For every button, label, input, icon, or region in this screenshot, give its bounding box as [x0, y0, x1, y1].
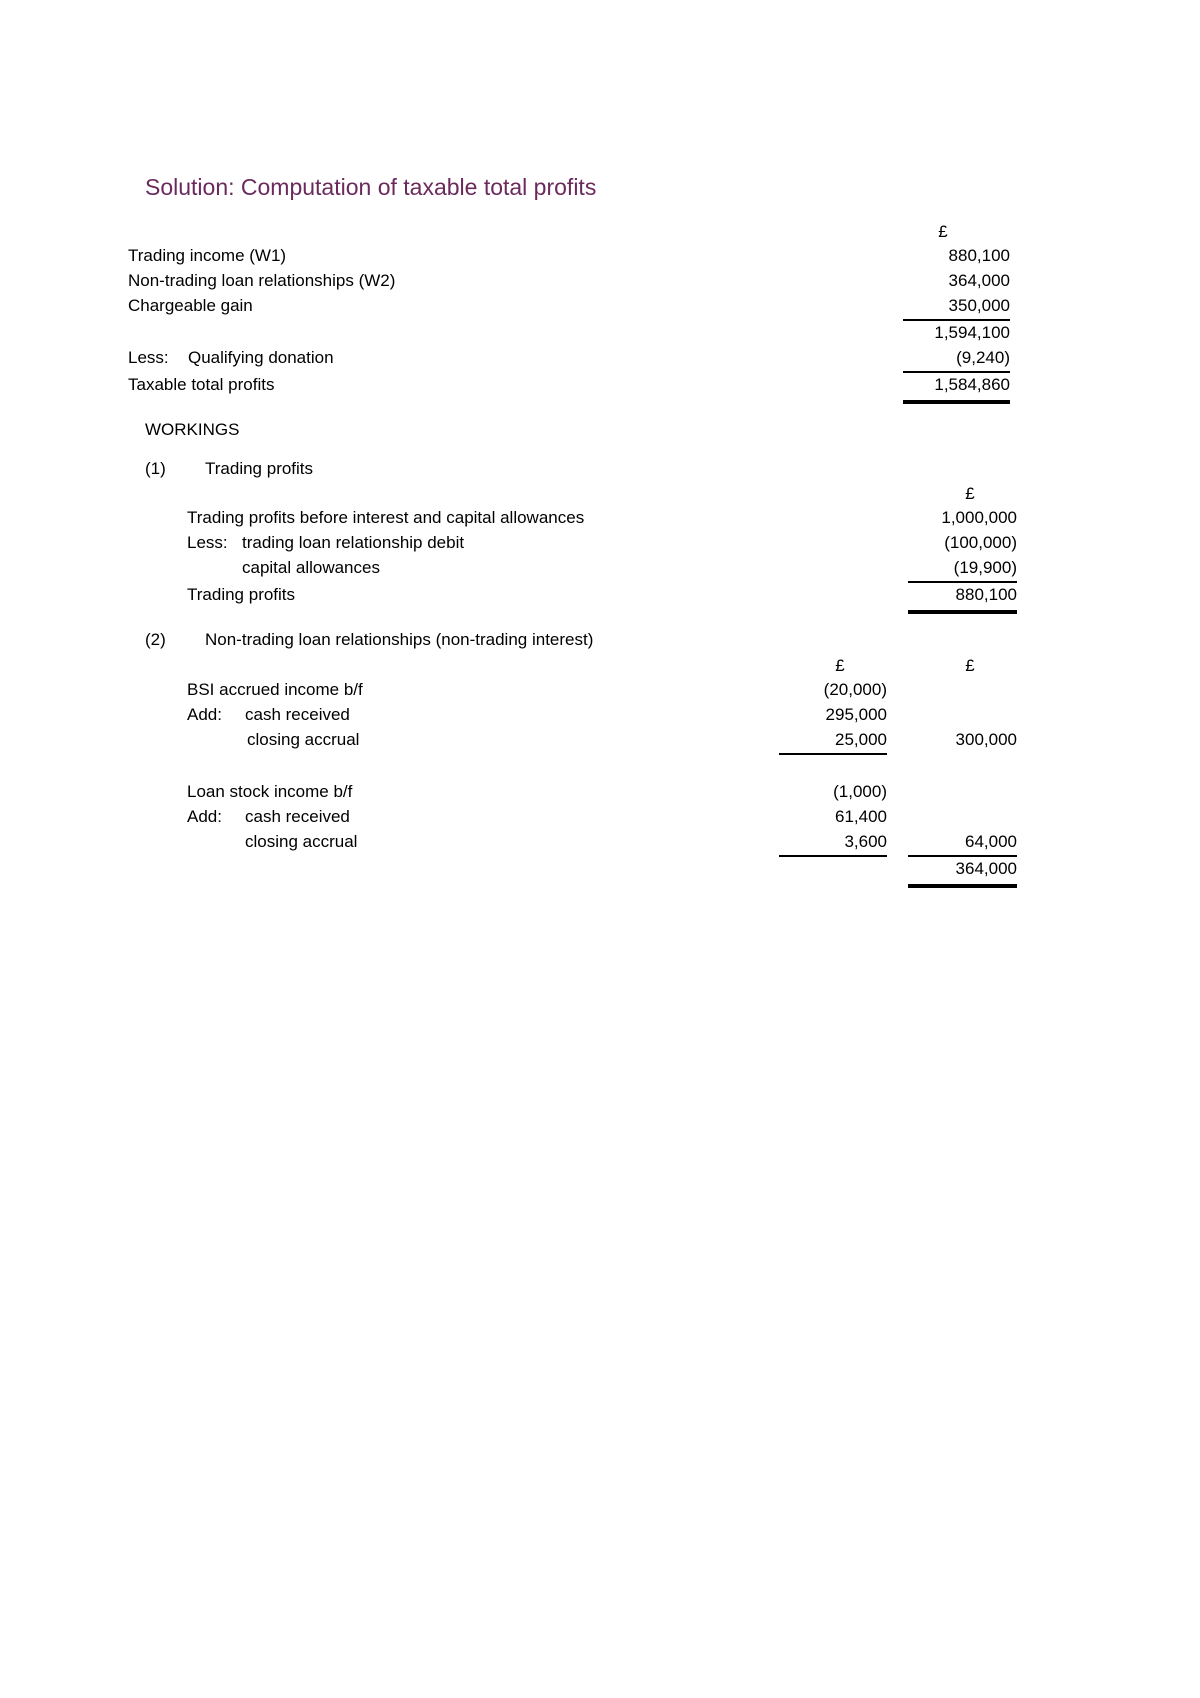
trading-income-label: Trading income (W1): [128, 246, 287, 265]
w1-currency-header: £: [965, 484, 975, 503]
w2-number: (2): [145, 630, 166, 649]
w1-total-value: 880,100: [955, 585, 1017, 604]
taxable-total-profits-value: 1,584,860: [934, 375, 1010, 394]
w2-bsi-label: BSI accrued income b/f: [187, 680, 363, 699]
w2-bsi-subtotal: 300,000: [955, 730, 1017, 749]
qualifying-donation-label: Qualifying donation: [188, 348, 334, 367]
w2-total-double-rule: [908, 884, 1017, 888]
w1-total-double-rule: [908, 610, 1017, 614]
chargeable-gain-label: Chargeable gain: [128, 296, 253, 315]
w2-bsi-closing-value: 25,000: [835, 730, 887, 749]
w2-loan-stock-rule: [779, 855, 887, 857]
w1-less2-label: capital allowances: [242, 558, 380, 577]
w2-bsi-value: (20,000): [823, 680, 887, 699]
w2-bsi-cash-label: cash received: [245, 705, 350, 724]
w2-bsi-cash-value: 295,000: [825, 705, 887, 724]
w1-line1-label: Trading profits before interest and capital allowances: [187, 508, 585, 527]
w1-less-prefix: Less:: [187, 533, 228, 552]
w1-less1-value: (100,000): [944, 533, 1017, 552]
w2-bsi-closing-label: closing accrual: [247, 730, 360, 749]
less-prefix: Less:: [128, 348, 169, 367]
w2-loan-stock-cash-value: 61,400: [835, 807, 887, 826]
chargeable-gain-value: 350,000: [948, 296, 1010, 315]
w2-bsi-add-prefix: Add:: [187, 705, 222, 724]
w2-loan-stock-subtotal: 64,000: [965, 832, 1017, 851]
w2-loan-stock-value: (1,000): [833, 782, 887, 801]
taxable-total-profits-label: Taxable total profits: [128, 375, 275, 394]
w1-less1-label: trading loan relationship debit: [242, 533, 465, 552]
w1-total-label: Trading profits: [187, 585, 296, 604]
total-double-rule: [903, 400, 1010, 404]
trading-income-value: 880,100: [948, 246, 1010, 265]
non-trading-loan-value: 364,000: [948, 271, 1010, 290]
qualifying-donation-value: (9,240): [956, 348, 1010, 367]
w2-loan-stock-closing-value: 3,600: [844, 832, 887, 851]
w2-total-rule-top: [908, 855, 1017, 857]
subtotal-value: 1,594,100: [934, 323, 1010, 342]
workings-heading: WORKINGS: [145, 420, 240, 439]
w2-total-value: 364,000: [955, 859, 1017, 878]
subtotal-rule: [903, 319, 1010, 321]
w2-loan-stock-label: Loan stock income b/f: [187, 782, 353, 801]
w2-currency-col1: £: [835, 656, 845, 675]
w2-bsi-rule: [779, 753, 887, 755]
w2-heading: Non-trading loan relationships (non-trading interest): [205, 630, 594, 649]
w1-total-rule-top: [908, 581, 1017, 583]
total-rule-top: [903, 371, 1010, 373]
w2-currency-col2: £: [965, 656, 975, 675]
non-trading-loan-label: Non-trading loan relationships (W2): [128, 271, 396, 290]
currency-header: £: [938, 222, 948, 241]
page-title: Solution: Computation of taxable total profits: [145, 174, 597, 200]
w1-number: (1): [145, 459, 166, 478]
w2-loan-stock-add-prefix: Add:: [187, 807, 222, 826]
w2-loan-stock-cash-label: cash received: [245, 807, 350, 826]
w1-line1-value: 1,000,000: [941, 508, 1017, 527]
w1-less2-value: (19,900): [953, 558, 1017, 577]
w1-heading: Trading profits: [205, 459, 314, 478]
w2-loan-stock-closing-label: closing accrual: [245, 832, 358, 851]
